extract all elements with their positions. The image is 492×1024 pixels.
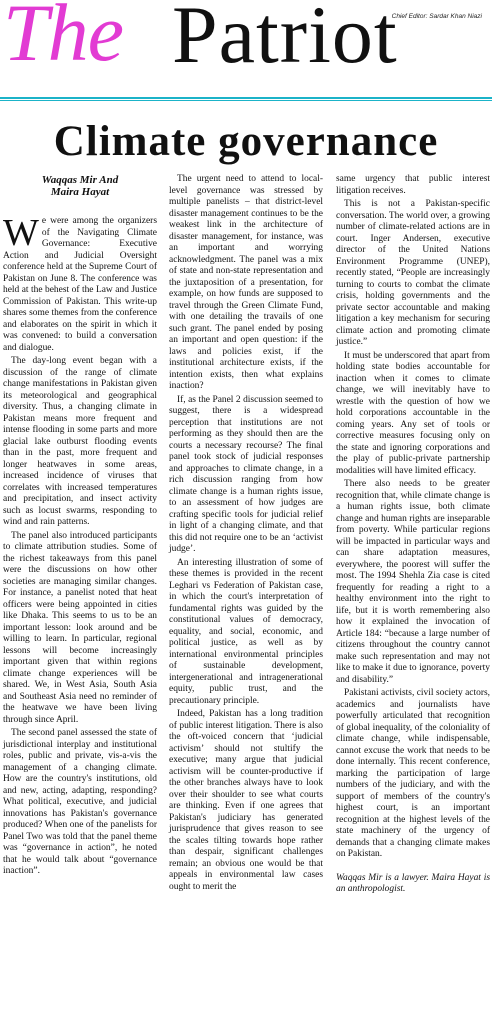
headline: Climate governance (53, 118, 439, 165)
paragraph: The panel also introduced participants to climate attribution studies. Some of the richest takeaways from this panel were the discussions on how other societies are managing similar changes. For instance, a panelist noted that heat officers were being appointed in cities like Dhaka. This seems to us to be an important lesson: look around and be willing to learn. In particular, regional lessons will become increasingly important given that within regions climate change experiences will be shared. We, in West Asia, South Asia and Southeast Asia need no reminder of the heatwave we have been living through since April. (3, 530, 157, 725)
paragraph: Pakistani activists, civil society actors, academics and journalists have powerfully articulated that recognition of global inequality, of the coloniality of climate change, while indispensable, cannot excuse the work that needs to be done internally. This recent conference, marking the participation of large numbers of the judiciary, and with the support of members of the country's highest court, is an important recognition at the highest levels of the state machinery of the urgency of demands that a changing climate makes on Pakistan. (336, 688, 490, 859)
byline-line-1: Waqqas Mir And (41, 174, 119, 186)
paragraph: The urgent need to attend to local-level governance was stressed by multiple panelists – that district-level disaster management continues to be the weakest link in the architecture of disaster management, for instance, was an important and worrying acknowledgment. The panel was a mix of state and non-state representation and the juxtaposition of a presentation, for example, on how funds are supposed to travel through the Green Climate Fund, with one detailing the travails of one such grant. The panel ended by posing an important and open question: if the laws and policies exist, if the institutional architecture exists, if the intention exists, then what explains inaction? (169, 174, 323, 391)
paragraph: If, as the Panel 2 discussion seemed to suggest, there is a widespread perception that institutions are not performing as they should then are the courts a necessary recourse? The final panel took stock of judicial responses and approaches to climate change, in a rich discussion ranging from how climate change is a human rights issue, to an assessment of how judges are crafting specific tools for judicial relief in light of a changing climate, and that this did not require one to be an ‘activist judge’. (169, 394, 323, 554)
masthead-patriot: Patriot (172, 0, 398, 80)
byline-line-2: Maira Hayat (50, 186, 110, 198)
byline (3, 172, 157, 198)
paragraph: This is not a Pakistan-specific conversation. The world over, a growing number of climate-related actions are in court. Inger Andersen, executive director of the United Nations Environment Programme (UNEP), recently stated, “People are increasingly turning to courts to combat the climate crisis, holding governments and the private sector accountable and making litigation a key mechanism for securing climate action and promoting climate justice.” (336, 199, 490, 347)
paragraph-text: e were among the organizers of the Navigating Climate Governance: Executive Action and Judicial Oversight conference held at the Supreme Court of Pakistan on June 8. The conference was held at the behest of the Law and Justice Commission of Pakistan. This write-up shares some themes from the conference and elaborates on the spirit in which it was convened: to build a conversation and dialogue. (3, 216, 157, 353)
column-1 (3, 172, 157, 878)
paragraph: Indeed, Pakistan has a long tradition of public interest litigation. There is also the oft-voiced concern that ‘judicial activism’ should not stultify the executive; many argue that judicial activism will be counter-productive if the other branches always have to look over their shoulder to see what courts are thinking. Even if one agrees that Pakistan's judiciary has generated jurisprudence that gives reason to see the scales tilting towards hope rather than despair, significant challenges remain; an obvious one would be that appeals in environmental law cases ought to merit the (169, 709, 323, 892)
masthead-the: The (3, 0, 123, 78)
column-2 (169, 174, 323, 893)
paragraph (3, 212, 157, 354)
paragraph: There also needs to be greater recognition that, while climate change is a human rights issue, both climate change and human rights are inseparable from poverty. While particular regions will be impacted in particular ways and can share adaptation measures, everywhere, the poorest will suffer the most. The 1994 Shehla Zia case is cited frequently for reading a right to a healthy environment into the right to life, but it is worth remembering also how it explained the invocation of Article 184: “because a large number of citizens throughout the country cannot make such representation and may not like to make it due to ignorance, poverty and disability.” (336, 479, 490, 685)
masthead (0, 0, 492, 98)
paragraph: The day-long event began with a discussion of the range of climate change manifestations in Pakistan given its meteorological and geographical diversity. Thus, a changing climate in Pakistan means more frequent and intense flooding in some parts and more glacial lake outburst flooding events than in the past, more frequent and longer heatwaves in some areas, increased incidence of viruses that correlates with increased temperatures and precipitation, and insect activity such as locust swarms, responding to wind and rain patterns. (3, 356, 157, 527)
masthead-rule-bottom (0, 100, 492, 101)
drop-cap: W (3, 212, 39, 254)
paragraph: It must be underscored that apart from holding state bodies accountable for inaction when it comes to climate change, we will inevitably have to wrestle with the question of how we hold corporations accountable in the coming years. Any set of tools or corrective measures focusing only on the state and ignoring corporations and the play of public-private partnership modalities will have limited efficacy. (336, 350, 490, 476)
paragraph: same urgency that public interest litigation receives. (336, 174, 490, 196)
paragraph: An interesting illustration of some of these themes is provided in the recent Leghari vs Federation of Pakistan case, in which the court's interpretation of fundamental rights was guided by the constitutional values of democracy, equality, and social, economic, and political justice, as well as by international environmental principles of sustainable development, intergenerational and intragenerational equity, public trust, and the precautionary principle. (169, 557, 323, 706)
paragraph: The second panel assessed the state of jurisdictional interplay and institutional roles, public and private, vis-a-vis the management of a changing climate. How are the country's institutions, old and new, acting, adapting, responding? What political, executive, and judicial innovations has Pakistan's governance produced? When one of the panelists for Panel Two was told that the panel theme was “governance in action”, he noted that he would talk about “governance inaction”. (3, 728, 157, 876)
masthead-rule-top (0, 97, 492, 99)
author-note: Waqqas Mir is a lawyer. Maira Hayat is an anthropologist. (336, 872, 490, 894)
column-3 (336, 174, 490, 896)
chief-editor: Chief Editor: Sardar Khan Niazi (391, 13, 482, 20)
